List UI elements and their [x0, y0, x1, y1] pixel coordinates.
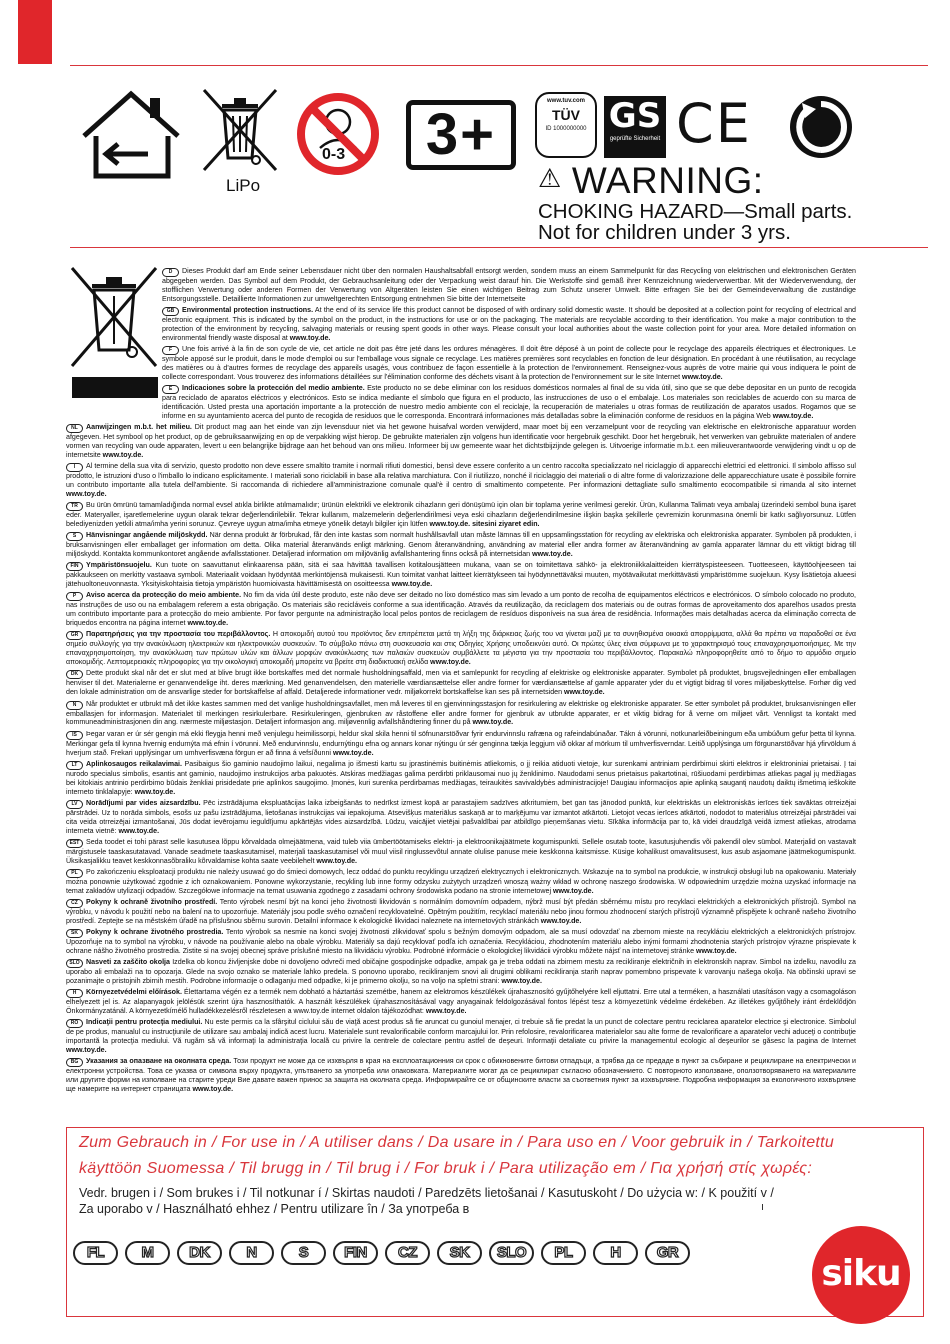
legal-link: www.toy.de. — [428, 658, 471, 667]
tuv-mark — [535, 92, 597, 158]
legal-link: www.toy.de. — [680, 372, 723, 381]
legal-text: Izdelka ob koncu življenjske dobe ni dovoljeno odvreči med običajne gospodinjske odpadke, ampak ga je treba oddati na zbirnem mestu za recikliranje električnih in elektronskih naprav. Simbol na izdelku, navodilu za uporabo ali embalaži na to opozarja. Glede na svojo oznako se materiale lahko predela. S ponovno uporabo, recikliranjem snovi ali drugimi oblikami recikliranja starih naprav pomembno prispevate k varovanju našega okolja. Na občinski upravi se pozanimajte o pristojnih zbirnih mestih. Podrobne informacije o odlaganju med odpadke, ki je primerno okolju, so na voljo na spletni strani: — [66, 958, 856, 986]
legal-link: www.toy.de. — [530, 550, 573, 559]
legal-heading: Pokyny k ochrane životného prostredia. — [86, 928, 224, 937]
tuv-logo: TÜV — [552, 107, 580, 123]
country-code-badge: TR — [66, 502, 83, 511]
country-code-badge: FIN — [66, 562, 83, 571]
legal-link: www.toy.de. — [694, 947, 737, 956]
legal-text: Tento výrobok sa nesmie na konci svojej životnosti zlikvidovať spolu s bežným domovým odpadom, ale sa musí odovzdať na zbernom mieste na recykláciu elektrických a elektronických prístrojov. Upozorňuje na to symbol na výrobku, v návode na používanie alebo na obale výrobku. Materiály sa dajú recyklovať podľa ich označenia. Recykláciou, zhodnotením materiálu alebo inými formami zhodnotenia starých prístrojov výrazne prispievate k ochrane nášho životného prostredia. Zistite si na svojej obecnej správe príslušné miesto na likvidáciu výrobku. Podrobné informácie o ekologickej likvidácii výrobku môžete nájsť na internetovej stránke — [66, 928, 857, 956]
country-code-badge: LV — [66, 800, 83, 809]
country-code-badge: SK — [66, 929, 83, 938]
use-in-line-3: Vedr. brugen i / Som brukes i / Til notkunar í / Skirtas naudoti / Paredzēts lietošanai / Kasutuskoht / Do użycia w: / K použití v / — [79, 1186, 774, 1200]
legal-paragraph-p — [66, 591, 856, 628]
country-code-badge: NL — [66, 424, 83, 433]
house-arrow-icon — [78, 88, 184, 180]
legal-link: www.toy.de. sitesini ziyaret edin. — [427, 520, 540, 528]
legal-link: www.toy.de. — [538, 916, 582, 925]
country-code-badge: I — [66, 463, 83, 472]
legal-text: Pēc izstrādājuma ekspluatācijas laika izbeigšanās to nedrīkst izmest kopā ar parastajiem sadzīves atkritumiem, bet gan tas jānodod punktā, kur elektriskās un elektroniskās ierīces tiek savāktas otrreizējai pārstrādei. Uz to norāda simbols, esošs uz pašu izstrādājuma, lietošanas instrukcijas vai iepakojuma. Atsevišķus materiālus saskaņā ar to marķējumu var izmantot atkārtoti. Lietojot vecas ierīces atkārtoti, nododot to materiālus otrreizējai pārstrādei vai cita veida otrreizējai izmantošanai, Jūs dodat ievērojamu ieguldījumu apkārtējās vides aizsardzībā. Lūdzu, vaicājiet vietējai pašvaldībai par atbildīgo pieņemšanas vietu. Sīkāka informācija par to, kā videi draudzīgā veidā izmest atliekas, atrodama interneta vietnē: — [66, 798, 857, 835]
legal-text: Dieses Produkt darf am Ende seiner Lebensdauer nicht über den normalen Haushaltsabfall entsorgt werden, sondern muss an einem Sammelpunkt für das Recycling von elektrischen und elektronischen Geräten abgegeben werden. Das Symbol auf dem Produkt, der Gebrauchsanleitung oder der Verpackung weist darauf hin. Die Werkstoffe sind gemäß ihrer Kennzeichnung wiederverwertbar. Mit der Wiederverwendung, der stofflichen Verwertung oder anderen Formen der Verwertung von Altgeräten leisten Sie einen wichtigen Beitrag zum Schutz unserer Umwelt. Bitte erfragen Sie bei der Gemeindeverwaltung die zuständige Entsorgungsstelle. Detaillierte Informationen zur umweltgerechten Entsorgung entnehmen Sie bitte der Internetseite — [162, 267, 856, 303]
legal-paragraph-nl — [66, 423, 856, 460]
mid-divider — [70, 247, 928, 248]
top-divider — [70, 65, 928, 66]
legal-text: Dette produkt skal når det er slut med at blive brugt ikke bortskaffes med det normale husholdningsaffald, men via et samlepunkt for recycling af elektriske og elektroniske apparater. Symbolet på produktet, brugsvejledningen eller emballagen henviser til det. Materialerne er genanvendelige iht. deres mærkning. Med genanvendelsen, den materielle værdiansættelse eller andre former for værdiansættelse af gamle apparater yder du et vigtigt bidrag til vores miljøbeskyttelse. Forhør dig ved den lokale administration om de ansvarlige steder for bortskaffelse af affald. Detaljerede informationer vedr. miljøkorrekt bortskaffelse kan ses på internetsiden — [66, 669, 856, 697]
legal-text: Þegar varan er úr sér gengin má ekki fleygja henni með venjulegu heimilissorpi, heldur skal skila henni til söfnunarstöðvar fyrir endurvinnslu rafræna og rafeindabúnaðar. Tákn á vörunni, notkunarleiðbeiningum eða umbúðum gefur þetta til kynna. Merkingar gefa til kynna hvernig endurnýta má efnin í vörunni. Með endurvinnslu, endurnýtingu efna og annars konar nýtingu úr sér genginna tækja leggjum við okkar af mörkum til umhverfisverndar. Leitið upplýsinga um förgunarstöðvar hjá yfirvöldum á hverjum stað. Frekari upplýsingar um umhverfisvæna förgun er að finna á vefsíðunni — [66, 729, 856, 757]
legal-text: Seda toodet ei tohi pärast selle kasutusea lõppu kõrvaldada olmejäätmena, vaid tuleb viia ümbertöötamiseks elektri- ja elektroonikajäätmete kogumispunkti. Sellele osutab toote, kasutusjuhendis või pakendil olev sümbol. Materjalid on vastavalt märgistusele taaskasutatavad. Vanade seadmete taaskasutamisel, materjali taaskasutamisel või muul viisil ringlussevõtul annate olulise panuse meie keskkonna kaitsmisse. Küsige kohalikust omavalitsusest, kus asub asjaomane jäätmekogumispunkt. Üksikasjalikku teavet keskkonnasõbraliku kõrvaldamise kohta saate veebilehelt — [66, 837, 856, 865]
country-pill-slo: SLO — [489, 1241, 534, 1265]
red-corner-tab — [18, 0, 52, 64]
legal-paragraph-slo — [66, 958, 856, 986]
legal-heading: Indicaciones sobre la protección del medio ambiente. — [182, 384, 365, 393]
legal-text: Élettartama végén ez a termék nem dobható a háztartási szemétbe, hanem az elektromos készülékek újrahasznosító gyűjtőhelyére kell eljuttatni. Erre utal a terméken, a használati utasításon vagy a csomagoláson elhelyezett jel is. Az alapanyagok jelölésük szerint újra hasznosíthatók. A használt készülékek újrahasznosításával vagy anyagainak feldolgozásával fontos lépést tesz a környezetünk védelme érdekében. Az illetékes gyűjtőhely iránt érdeklődjön Önkormányzatánál. A környezetkímélő hulladékkezelésről részletesen a www.toy.de internet oldalon tájékozódhat: — [66, 988, 856, 1016]
legal-link: www.toy.de. — [66, 489, 107, 498]
legal-text: Po zakończeniu eksploatacji produktu nie należy usuwać go do śmieci domowych, lecz oddać do punktu recyklingu urządzeń elektrycznych i elektronicznych. Wskazuje na to symbol na produkcie, w instrukcji obsługi lub na opakowaniu. Materiały można ponownie użytkować zgodnie z ich oznakowaniem. Ponowne wykorzystanie, recykling lub inne formy odzysku zużytych urządzeń wnoszą ważny wkład w ochronę naszego środowiska. W odpowiednim urzędzie można uzyskać informacje na temat zakładów utylizacji odpadów. Szczegółowe informacje na temat usuwania zgodnego z zasadami ochrony środowiska podano na stronie internetowej — [66, 867, 856, 895]
legal-paragraph-s — [66, 531, 856, 559]
legal-text: Kun tuote on saavuttanut elinkaarensa pään, sitä ei saa hävittää tavallisen kotitalousjätteen mukana, vaan se on toimitettava sähkö- ja elektroniikkalaitteiden kierrätyspisteeseen. Tuotteeseen, käyttöohjeeseen tai pakkaukseen on merkitty vastaava symboli. Materiaalit voidaan hyödyntää merkintöjensä mukaisesti. Kun toimitat vanhat laitteet kierrätykseen tai hyödynnettäväksi muuten, myötävaikutat merkittävästi ympäristömme suojeluun. Kysy lisätietoja alueesi jätehuoltoneuvonnasta. Yksityiskohtaisia tietoja ympäristön huomioivasta hävittämisestä on osoitteessa — [66, 561, 856, 589]
country-pill-m: M — [125, 1241, 170, 1265]
country-code-badge: RO — [66, 1019, 83, 1028]
legal-link: www.toy.de. — [470, 718, 514, 727]
legal-link: www.toy.de. — [423, 1007, 467, 1016]
legal-paragraph-ro — [66, 1018, 856, 1055]
legal-paragraph-pl — [66, 868, 856, 896]
warning-triangle-icon: ⚠ — [538, 163, 562, 193]
country-code-badge: CZ — [66, 899, 83, 908]
legal-heading: Nasveti za zaščito okolja — [86, 958, 170, 967]
use-in-box — [66, 1127, 924, 1317]
legal-heading: Pokyny k ochraně životního prostředí. — [86, 898, 218, 907]
legal-paragraph-sk — [66, 928, 856, 956]
country-pill-dk: DK — [177, 1241, 222, 1265]
box-tick-mark — [762, 1204, 763, 1210]
use-in-other-languages — [79, 1185, 779, 1217]
green-dot-recycle-icon — [788, 94, 854, 160]
use-in-line-4: Za uporabo v / Használható ehhez / Pentru utilizare în / За употреба в — [79, 1202, 470, 1216]
country-pill-sk: SK — [437, 1241, 482, 1265]
legal-heading: Ympäristönsuojelu. — [86, 561, 152, 570]
legal-paragraph-dk — [66, 669, 856, 697]
legal-paragraph-i — [66, 462, 856, 499]
legal-text: Une fois arrivé à la fin de son cycle de vie, cet article ne doit pas être jeté dans les ordures ménagères. Il doit être déposé à un point de collecte pour le recyclage des appareils électriques et électroniques. Le symbole apposé sur le produit, dans le mode d'emploi ou sur l'emballage vous signale ce recyclage. Les matières premières sont recyclables en fonction de leur désignation. En procédant à une réutilisation, au recyclage des matières ou à d'autres formes de recyclage des appareils usagés, vous contribuez de façon essentielle à la protection de l'environnement. Renseignez-vous auprès de votre mairie qui vous indiquera le point de collecte correspondant. Vous trouverez des informations détaillées sur l'élimination conforme des déchets visant à la protection de l'environnement sur le site Internet — [162, 345, 856, 381]
legal-heading: Hänvisningar angående miljöskydd. — [86, 531, 208, 540]
legal-paragraph-fin — [66, 561, 856, 589]
warning-title — [538, 158, 928, 201]
country-code-badge: BG — [66, 1058, 83, 1067]
country-code-badge: IS — [66, 731, 83, 740]
legal-paragraph-gb — [66, 306, 856, 343]
legal-link: www.toy.de. — [389, 580, 433, 589]
legal-paragraph-h — [66, 988, 856, 1016]
country-code-badge: D — [162, 268, 179, 277]
legal-paragraph-est — [66, 838, 856, 866]
country-pill-gr: GR — [645, 1241, 690, 1265]
legal-paragraph-d — [66, 267, 856, 304]
legal-link: www.toy.de. — [551, 886, 594, 895]
legal-text: Pasibaigus šio gaminio naudojimo laikui, negalima jo išmesti kartu su įprastinėmis buitinėmis atliekomis, o jį reikia atiduoti vietoje, kur surenkami antriniam perdirbimui skirti elektros ir elektroniniai prietaisai. Į tai nurodo specialus simbolis, esantis ant gaminio, naudojimo instrukcijos arba pakuotės. Atskiras medžiagas galima perdirbti priklausomai nuo jų ženklinimo. Naudodami senus prietaisus pakartotinai, rūšiuodami perdirbimas atliekas pagal jų medžiagas bei kitokiais antrinio perdirbimo būdais ženkliai prisidedate prie aplinkos saugojimo. Įmonės, kuri surenka perdirbamas medžiagas, teiraukitės savivaldybės administracijoje! Daugiau informacijos apie aplinką saugantį naudotų daiktų išmetimą ieškokite interneto tinklalapyje: — [66, 759, 856, 796]
age-badge: 3+ — [406, 100, 516, 170]
legal-heading: Aviso acerca da protecção do meio ambiente. — [86, 591, 242, 600]
country-code-badge: GB — [162, 307, 179, 316]
country-code-badge: SLO — [66, 959, 83, 968]
legal-text: Този продукт не може да се изхвърля в края на експлоатационния си срок с обикновените битови отпадъци, а трябва да се предаде в пункт за събиране и рециклиране на електрически и електронни устройства. Това се указва от символа върху продукта, упътването за употреба или опаковката. Материалите могат да се рециклират съгласно обозначението. С повторното използване, оползотворяването на материалите или другите форми на изполване на старите уреди Вие давате важен принос за защита на околната среда. Информирайте се от общинските власти за съответния пункт за изхвърляне. Подробна информация за екологичното изхвърляне ще намерите на интернет страницата — [66, 1057, 856, 1094]
legal-heading: Παρατηρήσεις για την προστασία του περιβάλλοντος. — [86, 630, 271, 639]
legal-heading: Environmental protection instructions. — [182, 306, 314, 315]
country-code-badge: E — [162, 385, 179, 394]
disposal-instructions — [66, 267, 856, 1097]
country-pill-fl: FL — [73, 1241, 118, 1265]
legal-link: www.toy.de. — [499, 977, 542, 986]
legal-text: Η αποκομιδή αυτού του προϊόντος δεν επιτρέπεται μετά τη λήξη της διάρκειας ζωής του να γίνεται μαζί με τα συνηθισμένα οικιακά απορρίμματα, αλλά θα πρέπει να παραδοθεί σε ένα σημείο συλλογής για την ανακύκλωση ηλεκτρικών και ηλεκτρονικών συσκευών. Το σύμβολο πάνω στη συσκευασία και στις Οδηγίες Χρήσης υποδεικνύει αυτό. Οι πρώτες ύλες είναι σύμφωνα με το χαρακτηρισμό τους επαναχρησιμοποιήσιμες. Με την επαναχρησιμοποίηση, την ανακύκλωση των πρώτων υλών και άλλων μορφών ανακύκλωσης των παλαιών συσκευών συμβάλλετε τα μέγιστα για την προστασία του περιβάλλοντος. Παρακαλώ πληροφορηθείτε από το δήμο το αρμόδιο σημείο αποκομιδής. Λεπτομερειακές πληροφορίες για την οικολογική αποκομιδή μπορείτε να βρείτε στη διαδικτυακή σελίδα — [66, 630, 857, 667]
country-code-badge: N — [66, 701, 83, 710]
gs-sub: geprüfte Sicherheit — [609, 136, 661, 142]
warning-line-1: CHOKING HAZARD—Small parts. — [538, 200, 853, 223]
warning-line-2: Not for children under 3 yrs. — [538, 221, 791, 244]
legal-link: www.toy.de. — [100, 450, 144, 459]
legal-link: www.toy.de. — [770, 411, 814, 420]
legal-text: Bu ürün ömrünü tamamladığında normal evsel atıkla birlikte atılmamalıdır; ürünün elektrikli ve elektronik cihazların geri dönüşümü için olan bir toplama yerine verilmesi gerekir. Ürün, Kullanma Talimatı veya ambalaj üzerindeki sembol buna işaret eder. Materyaller, işaretlemelerine uygun olarak tekrar değerlendirilebilir. Tekrar kullanım, malzemelerin değerlendirilmesi veya eski cihazların değerlendirilmesine ilişkin başka şekillerle çevremizin korunmasına önemli bir katkı sağlıyorsunuz. Lütfen belediyenizden yetkili atma/imha yerini sorunuz. Çevreye uygun atma/imha etmeye yönelik detaylı bilgiler için lütfen — [66, 501, 856, 528]
tuv-id: ID 1000000000 — [545, 126, 587, 132]
legal-paragraph-f — [66, 345, 856, 382]
country-code-badge: F — [162, 346, 179, 355]
siku-logo: siku — [812, 1226, 910, 1324]
country-code-badge: PL — [66, 869, 83, 878]
legal-paragraph-cz — [66, 898, 856, 926]
legal-link: www.toy.de. — [190, 1085, 234, 1094]
choking-warning — [538, 158, 928, 243]
legal-heading: Aanwijzingen m.b.t. het milieu. — [86, 423, 192, 432]
country-code-badge: DK — [66, 670, 83, 679]
legal-paragraph-lt — [66, 760, 856, 797]
legal-link: www.toy.de. — [330, 748, 374, 757]
legal-text: När denna produkt är förbrukad, får den inte kastas som normalt hushållsavfall utan måste lämnas till en uppsamlingsstation för recycling av elektriska och elektroniska apparater. Symbolen på produkten, i bruksanvisningen eller emballaget ger information om detta. Olika material återanvänds enligt märkning. Genom återanvändning, användning av material eller andra former av återanvändning av gamla apparater lämnar du ett viktigt bidrag till miljöskydd. Kontakta kommunkontoret angående avfallsstationer. Detaljerad information om miljövänlig avfallshantering finns också på internetsidan — [66, 531, 856, 559]
legal-paragraph-n — [66, 700, 856, 728]
warning-title-text: WARNING: — [571, 160, 764, 201]
country-code-badge: GR — [66, 631, 83, 640]
legal-heading: Norādījumi par vides aizsardzību. — [86, 798, 201, 807]
country-codes — [73, 1241, 690, 1265]
legal-text: Tento výrobek nesmí být na konci jeho životnosti likvidován s normálním domovním odpadem, nýbrž musí být předán sběrnému místu pro recyklaci elektrických a elektronických přístrojů. Symbol na výrobku, v návodu k použití nebo na balení na to upozorňuje. Materiály jsou podle svého označení recyklovatelné. Opětným použitím, recyklací materiálu nebo jinou formou zhodnocení starých přístrojů významně přispějete k ochraně našeho životního prostředí. Zeptejte se na městském úřadě na příslušnou sběrnu surovin. Detailní informace k ekologické likvidaci naleznete na internetových stránkách — [66, 898, 856, 925]
legal-paragraph-lv — [66, 799, 856, 836]
country-pill-cz: CZ — [385, 1241, 430, 1265]
legal-heading: Környezetvédelmi előírások. — [86, 988, 182, 997]
legal-text: No fim da vida útil deste produto, este não deve ser deitado no lixo doméstico mas sim levado a um ponto de recolha de equipamentos eléctricos e electrónicos. O símbolo colocado no produto, nas instruções de uso ou na embalagem referem a esta obrigação. Os materiais são recicláveis conforme a sua identificação. Através da reutilização, da reciclagem dos materiais ou de outras formas de aproveitamento dos aparelhos usados presta um contributo importante para a protecção do meio ambiente. Por favor pergunte na administração local pelos pontos de reciclagem de resíduos disponíveis na sua área de residência. Informações mais detalhadas acerca da eliminação correcta de briquedos encontra na página internet — [66, 591, 856, 628]
tuv-url: www.tuv.com — [546, 98, 585, 104]
legal-link: www.toy.de. — [185, 619, 229, 628]
country-code-badge: S — [66, 532, 83, 541]
legal-heading: Aplinkosaugos reikalavimai. — [86, 759, 182, 768]
legal-heading: Указания за опазване на околната среда. — [86, 1057, 232, 1066]
legal-text: Når produktet er utbrukt må det ikke kastes sammen med det vanlige husholdningsavfallet, men må leveres til en gjenvinningsstasjon for resirkulering av elektriske og elektroniske apparater. Se etter symbolet på produktet, bruksanvisningen eller emballasjen for informasjon. Materialet til merkingen resirkulerbare. Resirkuleringen, gjenbruken av råstoffene eller andre former for gjenbruk av utbrukte apparater, er et viktig bidrag for å verne om miljøet vårt. Vennligst ta kontakt med kommuneadministrasjonen din ang. nærmeste miljøstasjon. Detaljert informasjon ang. miljøvennlig avfallshåndtering finner du på — [66, 699, 856, 727]
legal-text: Este producto no se debe eliminar con los residuos domésticos normales al final de su vida útil, sino que se que debe depositar en un punto de recogida para reciclado de aparatos eléctricos y electrónicos. Esto se indica mediante el símbolo que figura en el producto, las instrucciones de uso o el embalaje. Los materiales son reciclables de acuerdo con su marca de identificación. Usted presta una aportación importante a la protección de nuestro medio ambiente con el reciclaje, la recuperación de materiales u otras formas de reutilización de aparatos usados. Rogamos que se informe en su ayuntamiento acerca del punto de recogida de residuos que le corresponda. Encontrará informaciones más detalladas sobre la eliminación conforme de residuos en la página Web — [162, 384, 856, 420]
legal-link: www.toy.de. — [116, 826, 160, 835]
use-in-line-1: Zum Gebrauch in / For use in / A utiliser dans / Da usare in / Para uso en / Voor gebruik in / Tarkoitettu — [79, 1134, 835, 1151]
legal-link: www.toy.de. — [287, 333, 331, 342]
ce-mark: CE — [676, 92, 752, 155]
legal-paragraph-gr — [66, 630, 856, 667]
legal-paragraph-is — [66, 730, 856, 758]
country-pill-pl: PL — [541, 1241, 586, 1265]
country-pill-h: H — [593, 1241, 638, 1265]
weee-label: LiPo — [226, 176, 261, 195]
legal-link: www.toy.de. — [66, 1046, 107, 1055]
country-pill-s: S — [281, 1241, 326, 1265]
legal-text: Al termine della sua vita di servizio, questo prodotto non deve essere smaltito tramite i normali rifiuti domestici, bensì deve essere conferito a un centro raccolta specializzato nel riciclaggio di apparecchi elettrici ed elettronici. Il simbolo affisso sul prodotto, le istruzioni d'uso o l'imballo lo indicano esplicitamente. I materiali sono riciclabili in base alla relativa marchiatura. Con il riutilizzo, nonché il riciclaggio dei materiali o di altre forme di valorizzazione delle apparecchiature usate è possibile fornire un contributo importante alla tutela dell'ambiente. Si raccomanda di richiedere all'amministrazione comunale qual'è il centro di smaltimento competente. Per informazioni dettagliate sullo smaltimento ecocompatibile si rimanda al sito internet — [66, 462, 856, 489]
country-code-badge: EST — [66, 839, 83, 848]
legal-link: www.toy.de. — [562, 688, 605, 697]
use-in-line-2: käyttöön Suomessa / Til brugg in / Til brug i / For bruk i / Para utilização em / Για χρήσή στίς χωρές: — [79, 1160, 813, 1177]
legal-link: www.toy.de. — [314, 856, 357, 865]
country-code-badge: LT — [66, 761, 83, 770]
legal-paragraph-bg — [66, 1057, 856, 1094]
gs-mark — [604, 96, 666, 158]
legal-text: At the end of its service life this product cannot be disposed of with ordinary solid domestic waste. It should be deposited at a collection point for recycling of electrical and electronic equipment. This is indicated by the symbol on the product, in the instructions for use or on the packaging. The materials are recyclable according to their identification. You make a major contribution to the protection of the environment by recycling, salvaging materials or reusing spent goods in other ways. Please consult your local authorities about the waste collection point for your area. More detailed information on environmental friendly waste disposal at — [162, 306, 856, 342]
legal-text: Dit product mag aan het einde van zijn levensduur niet via het gewone huisafval worden verwijderd, maar moet bij een verzamelpunt voor de recycling van elektrische en elektronische apparatuur worden afgegeven. Het symbool op het product, op de gebruiksaanwijzing en op de verpakking wijst hierop. De gebruikte materialen zijn volgens hun identificatie voor hergebruik geschikt. Door het hergebruik, het verwerken van gebruikte materialen of andere vormen van recycling van oude apparaten, levert u een belangrijke bijdrage aan het behoud van ons milieu. Informeer bij uw gemeente waar het dichtstbijzijnde gelegen is. Uitvoerige informatie m.b.t. een milieuverantwoorde verwijdering vindt u op de internetsite — [66, 423, 856, 459]
country-code-badge: H — [66, 989, 83, 998]
country-pill-fin: FIN — [333, 1241, 378, 1265]
age-warning-label: 0-3 — [322, 146, 346, 163]
legal-paragraph-tr — [66, 501, 856, 529]
country-code-badge: P — [66, 592, 83, 601]
legal-link: www.toy.de. — [132, 787, 176, 796]
gs-logo: GS — [608, 96, 662, 136]
legal-paragraph-e — [66, 384, 856, 421]
legal-heading: Indicaţii pentru protecţia mediului. — [86, 1018, 203, 1027]
legal-text: Nu este permis ca la sfârşitul ciclului său de viaţă acest produs să fie aruncat cu gunoiul menajer, ci trebuie să fie predat la un punct de colectare pentru reciclarea aparatelor electrice şi electronice. Simbolul de pe produs, manualul cu instrucţiunile de utilizare sau ambalaj indică acest lucru. Materialele sunt revalorificabile conform marcajului lor. Prin refolosire, revalorificarea materialelor sau alte forme de revalorificare a aparatelor vechi aduceţi o contribuţie importantă la protecţia mediului. Vă rugăm să vă informaţi la administraţia locală cu privire la centrele de colectare pentru astfel de deşeuri. Informaţii detaliate cu privire la managementul ecologic al deşeurilor se găsesc la pagina de Internet — [66, 1018, 856, 1046]
country-pill-n: N — [229, 1241, 274, 1265]
